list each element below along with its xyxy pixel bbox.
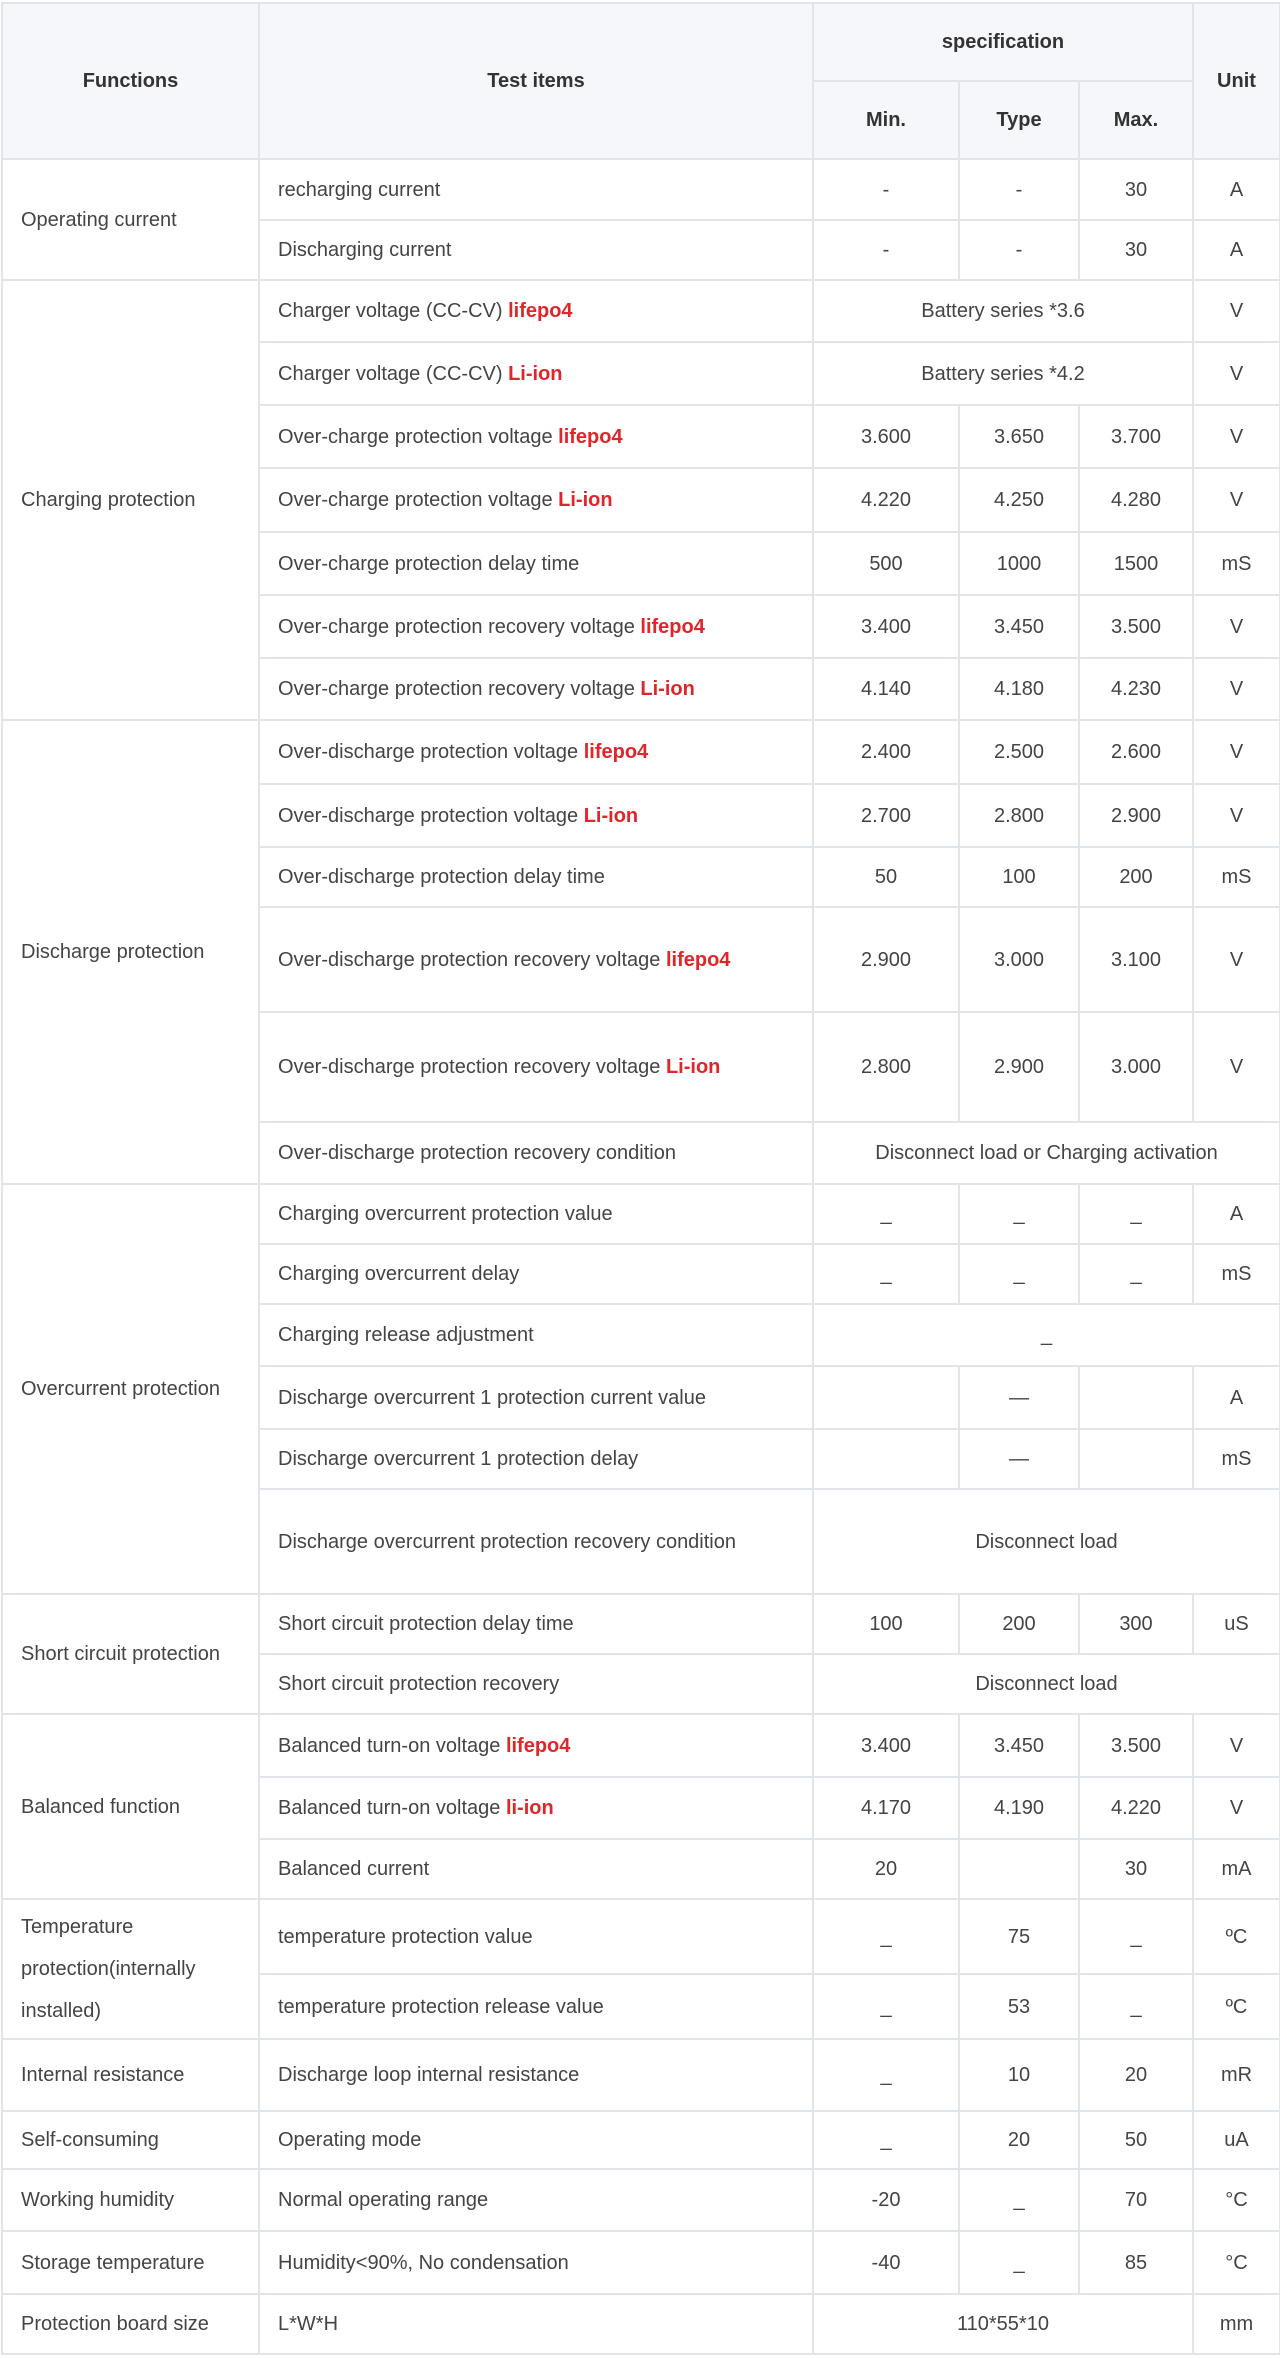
unit-cell: V <box>1193 658 1280 720</box>
test-item-cell <box>259 1594 813 1654</box>
test-item-label: Over-discharge protection recovery voltage <box>278 1056 666 1078</box>
unit-cell: V <box>1193 1777 1280 1839</box>
min-cell: 2.800 <box>813 1012 959 1122</box>
max-cell: 3.500 <box>1079 1714 1193 1777</box>
chemistry-tag: li-ion <box>505 1797 554 1819</box>
unit-cell: V <box>1193 468 1280 532</box>
type-cell: _ <box>959 2231 1079 2294</box>
test-item-label: Short circuit protection delay time <box>278 1613 574 1635</box>
test-item-cell <box>259 2111 813 2169</box>
type-cell: 20 <box>959 2111 1079 2169</box>
test-item-label: Charger voltage (CC-CV) <box>278 362 509 385</box>
test-item-label: recharging current <box>278 178 441 201</box>
unit-cell: V <box>1193 1714 1280 1777</box>
header-test-items: Test items <box>259 3 813 159</box>
table-row <box>2 2039 1280 2111</box>
test-item-cell <box>259 658 813 720</box>
unit-cell: mm <box>1193 2294 1280 2354</box>
function-cell: Operating current <box>2 159 259 280</box>
chemistry-tag: lifepo4 <box>558 425 623 448</box>
max-cell: 4.280 <box>1079 468 1193 532</box>
test-item-label: Balanced turn-on voltage <box>278 1797 506 1819</box>
test-item-cell <box>259 595 813 658</box>
table-row <box>2 1184 1280 1244</box>
test-item-label: Over-charge protection voltage <box>278 425 559 448</box>
test-item-cell <box>259 468 813 532</box>
test-item-label: Normal operating range <box>278 2189 489 2211</box>
type-cell: _ <box>959 2169 1079 2231</box>
chemistry-tag: Li-ion <box>640 678 695 700</box>
function-cell: Self-consuming <box>2 2111 259 2169</box>
test-item-label: Charging release adjustment <box>278 1324 534 1346</box>
max-cell: 70 <box>1079 2169 1193 2231</box>
min-cell: _ <box>813 1184 959 1244</box>
unit-cell: V <box>1193 907 1280 1012</box>
table-row <box>2 2231 1280 2294</box>
type-cell: 75 <box>959 1899 1079 1974</box>
test-item-cell <box>259 907 813 1012</box>
max-cell: 3.100 <box>1079 907 1193 1012</box>
test-item-cell <box>259 532 813 595</box>
test-item-cell <box>259 2039 813 2111</box>
unit-cell: °C <box>1193 2169 1280 2231</box>
unit-cell: A <box>1193 159 1280 220</box>
min-cell: - <box>813 159 959 220</box>
test-item-label: Short circuit protection recovery <box>278 1673 560 1695</box>
function-cell: Working humidity <box>2 2169 259 2231</box>
min-cell: 500 <box>813 532 959 595</box>
type-cell: 200 <box>959 1594 1079 1654</box>
min-cell: 4.140 <box>813 658 959 720</box>
min-cell: 2.900 <box>813 907 959 1012</box>
unit-cell: uS <box>1193 1594 1280 1654</box>
test-item-cell <box>259 2169 813 2231</box>
test-item-cell <box>259 1654 813 1714</box>
test-item-cell <box>259 1714 813 1777</box>
test-item-cell <box>259 2294 813 2354</box>
table-row <box>2 2294 1280 2354</box>
test-item-label: Over-charge protection recovery voltage <box>278 615 641 638</box>
test-item-cell <box>259 159 813 220</box>
table-row <box>2 159 1280 220</box>
test-item-label: Over-discharge protection delay time <box>278 866 605 888</box>
type-cell: _ <box>959 1244 1079 1304</box>
test-item-cell <box>259 1366 813 1429</box>
chemistry-tag: Li-ion <box>508 362 563 385</box>
test-item-cell <box>259 280 813 342</box>
unit-cell: mS <box>1193 1244 1280 1304</box>
test-item-label: Charging overcurrent protection value <box>278 1203 613 1225</box>
min-cell: 3.400 <box>813 1714 959 1777</box>
unit-cell: uA <box>1193 2111 1280 2169</box>
specification-table <box>1 2 1280 2355</box>
function-cell: Internal resistance <box>2 2039 259 2111</box>
header-unit: Unit <box>1193 3 1280 159</box>
test-item-label: Over-charge protection delay time <box>278 552 580 575</box>
type-cell: 4.180 <box>959 658 1079 720</box>
test-item-cell <box>259 1777 813 1839</box>
type-cell <box>959 1839 1079 1899</box>
test-item-cell <box>259 1839 813 1899</box>
type-cell: 53 <box>959 1974 1079 2039</box>
test-item-cell <box>259 1489 813 1594</box>
spec-value-cell: Disconnect load <box>813 1654 1280 1714</box>
max-cell: 3.700 <box>1079 405 1193 468</box>
chemistry-tag: lifepo4 <box>583 741 649 763</box>
unit-cell: V <box>1193 720 1280 784</box>
test-item-label: Discharging current <box>278 239 452 261</box>
test-item-cell <box>259 1244 813 1304</box>
chemistry-tag: lifepo4 <box>505 1734 571 1757</box>
min-cell <box>813 1429 959 1489</box>
min-cell: -40 <box>813 2231 959 2294</box>
max-cell: _ <box>1079 1244 1193 1304</box>
header-max: Max. <box>1079 81 1193 159</box>
min-cell: 4.170 <box>813 1777 959 1839</box>
max-cell: 2.900 <box>1079 784 1193 847</box>
unit-cell: ºC <box>1193 1899 1280 1974</box>
min-cell: 2.400 <box>813 720 959 784</box>
type-cell: 4.190 <box>959 1777 1079 1839</box>
unit-cell: V <box>1193 342 1280 405</box>
min-cell: -20 <box>813 2169 959 2231</box>
unit-cell: mS <box>1193 1429 1280 1489</box>
test-item-cell <box>259 847 813 907</box>
chemistry-tag: lifepo4 <box>508 300 573 322</box>
max-cell: 30 <box>1079 1839 1193 1899</box>
type-cell: 3.450 <box>959 1714 1079 1777</box>
table-row <box>2 1714 1280 1777</box>
min-cell: 4.220 <box>813 468 959 532</box>
test-item-label: Balanced turn-on voltage <box>278 1734 506 1757</box>
function-cell: Charging protection <box>2 280 259 720</box>
header-min: Min. <box>813 81 959 159</box>
max-cell: 1500 <box>1079 532 1193 595</box>
spec-value-cell: Disconnect load <box>813 1489 1280 1594</box>
table-row <box>2 280 1280 342</box>
type-cell: — <box>959 1429 1079 1489</box>
test-item-cell <box>259 220 813 280</box>
unit-cell: V <box>1193 405 1280 468</box>
unit-cell: V <box>1193 595 1280 658</box>
max-cell: _ <box>1079 1974 1193 2039</box>
type-cell: 3.000 <box>959 907 1079 1012</box>
spec-value-cell: Battery series *3.6 <box>813 280 1193 342</box>
header-functions: Functions <box>2 3 259 159</box>
unit-cell: mA <box>1193 1839 1280 1899</box>
max-cell: _ <box>1079 1899 1193 1974</box>
type-cell: 3.450 <box>959 595 1079 658</box>
min-cell: _ <box>813 2039 959 2111</box>
max-cell <box>1079 1366 1193 1429</box>
chemistry-tag: lifepo4 <box>665 948 731 971</box>
type-cell: - <box>959 159 1079 220</box>
min-cell: 50 <box>813 847 959 907</box>
test-item-cell <box>259 784 813 847</box>
table-row <box>2 1594 1280 1654</box>
min-cell: 2.700 <box>813 784 959 847</box>
type-cell: — <box>959 1366 1079 1429</box>
function-cell: Balanced function <box>2 1714 259 1899</box>
type-cell: 2.900 <box>959 1012 1079 1122</box>
test-item-label: Discharge overcurrent protection recovery condition <box>278 1530 736 1553</box>
unit-cell: mS <box>1193 847 1280 907</box>
test-item-label: Discharge overcurrent 1 protection current value <box>278 1386 706 1409</box>
type-cell: 4.250 <box>959 468 1079 532</box>
type-cell: 10 <box>959 2039 1079 2111</box>
test-item-label: Discharge loop internal resistance <box>278 2064 580 2086</box>
chemistry-tag: Li-ion <box>558 489 613 511</box>
spec-value-cell: 110*55*10 <box>813 2294 1193 2354</box>
test-item-label: Discharge overcurrent 1 protection delay <box>278 1448 639 1470</box>
test-item-label: Over-discharge protection recovery voltage <box>278 948 666 971</box>
unit-cell: V <box>1193 280 1280 342</box>
test-item-label: Over-charge protection recovery voltage <box>278 678 641 700</box>
unit-cell: mS <box>1193 532 1280 595</box>
function-cell: Temperature protection(internally installed) <box>2 1899 259 2039</box>
min-cell: 100 <box>813 1594 959 1654</box>
test-item-label: L*W*H <box>278 2313 339 2335</box>
type-cell: 1000 <box>959 532 1079 595</box>
spec-value-cell: Disconnect load or Charging activation <box>813 1122 1280 1184</box>
unit-cell: A <box>1193 1366 1280 1429</box>
table-row <box>2 1899 1280 1974</box>
function-cell: Protection board size <box>2 2294 259 2354</box>
test-item-label: Balanced current <box>278 1858 430 1880</box>
test-item-cell <box>259 405 813 468</box>
function-cell: Storage temperature <box>2 2231 259 2294</box>
test-item-cell <box>259 2231 813 2294</box>
test-item-label: Charging overcurrent delay <box>278 1263 520 1285</box>
test-item-label: Over-charge protection voltage <box>278 489 559 511</box>
test-item-cell <box>259 1012 813 1122</box>
type-cell: 3.650 <box>959 405 1079 468</box>
test-item-label: Operating mode <box>278 2129 422 2151</box>
max-cell: 300 <box>1079 1594 1193 1654</box>
test-item-cell <box>259 342 813 405</box>
spec-value-cell: _ <box>813 1304 1280 1366</box>
min-cell: 20 <box>813 1839 959 1899</box>
test-item-cell <box>259 1974 813 2039</box>
test-item-cell <box>259 1429 813 1489</box>
min-cell: - <box>813 220 959 280</box>
max-cell: _ <box>1079 1184 1193 1244</box>
chemistry-tag: Li-ion <box>665 1056 721 1078</box>
max-cell: 4.230 <box>1079 658 1193 720</box>
max-cell: 4.220 <box>1079 1777 1193 1839</box>
table-row <box>2 2111 1280 2169</box>
max-cell: 3.500 <box>1079 595 1193 658</box>
test-item-label: Charger voltage (CC-CV) <box>278 300 509 322</box>
max-cell: 3.000 <box>1079 1012 1193 1122</box>
type-cell: _ <box>959 1184 1079 1244</box>
type-cell: - <box>959 220 1079 280</box>
unit-cell: V <box>1193 784 1280 847</box>
test-item-cell <box>259 1899 813 1974</box>
test-item-label: temperature protection release value <box>278 1995 604 2018</box>
min-cell: _ <box>813 1974 959 2039</box>
max-cell: 2.600 <box>1079 720 1193 784</box>
max-cell: 200 <box>1079 847 1193 907</box>
function-cell: Discharge protection <box>2 720 259 1184</box>
test-item-label: Humidity<90%, No condensation <box>278 2251 569 2274</box>
table-row <box>2 2169 1280 2231</box>
unit-cell: ºC <box>1193 1974 1280 2039</box>
unit-cell: mR <box>1193 2039 1280 2111</box>
test-item-label: Over-discharge protection recovery condition <box>278 1142 676 1164</box>
test-item-cell <box>259 720 813 784</box>
function-cell: Short circuit protection <box>2 1594 259 1714</box>
unit-cell: A <box>1193 1184 1280 1244</box>
min-cell: 3.400 <box>813 595 959 658</box>
unit-cell: V <box>1193 1012 1280 1122</box>
header-specification: specification <box>813 3 1193 81</box>
chemistry-tag: lifepo4 <box>640 615 705 638</box>
table-body <box>2 159 1280 2354</box>
max-cell: 30 <box>1079 220 1193 280</box>
max-cell: 50 <box>1079 2111 1193 2169</box>
spec-value-cell: Battery series *4.2 <box>813 342 1193 405</box>
header-type: Type <box>959 81 1079 159</box>
function-cell: Overcurrent protection <box>2 1184 259 1594</box>
min-cell <box>813 1366 959 1429</box>
type-cell: 2.800 <box>959 784 1079 847</box>
test-item-cell <box>259 1184 813 1244</box>
min-cell: 3.600 <box>813 405 959 468</box>
min-cell: _ <box>813 1899 959 1974</box>
min-cell: _ <box>813 1244 959 1304</box>
test-item-label: Over-discharge protection voltage <box>278 741 584 763</box>
test-item-label: Over-discharge protection voltage <box>278 804 584 827</box>
max-cell: 20 <box>1079 2039 1193 2111</box>
unit-cell: °C <box>1193 2231 1280 2294</box>
type-cell: 2.500 <box>959 720 1079 784</box>
test-item-cell <box>259 1122 813 1184</box>
min-cell: _ <box>813 2111 959 2169</box>
max-cell: 30 <box>1079 159 1193 220</box>
table-row <box>2 720 1280 784</box>
test-item-cell <box>259 1304 813 1366</box>
type-cell: 100 <box>959 847 1079 907</box>
test-item-label: temperature protection value <box>278 1925 533 1948</box>
unit-cell: A <box>1193 220 1280 280</box>
max-cell: 85 <box>1079 2231 1193 2294</box>
max-cell <box>1079 1429 1193 1489</box>
chemistry-tag: Li-ion <box>583 804 639 827</box>
